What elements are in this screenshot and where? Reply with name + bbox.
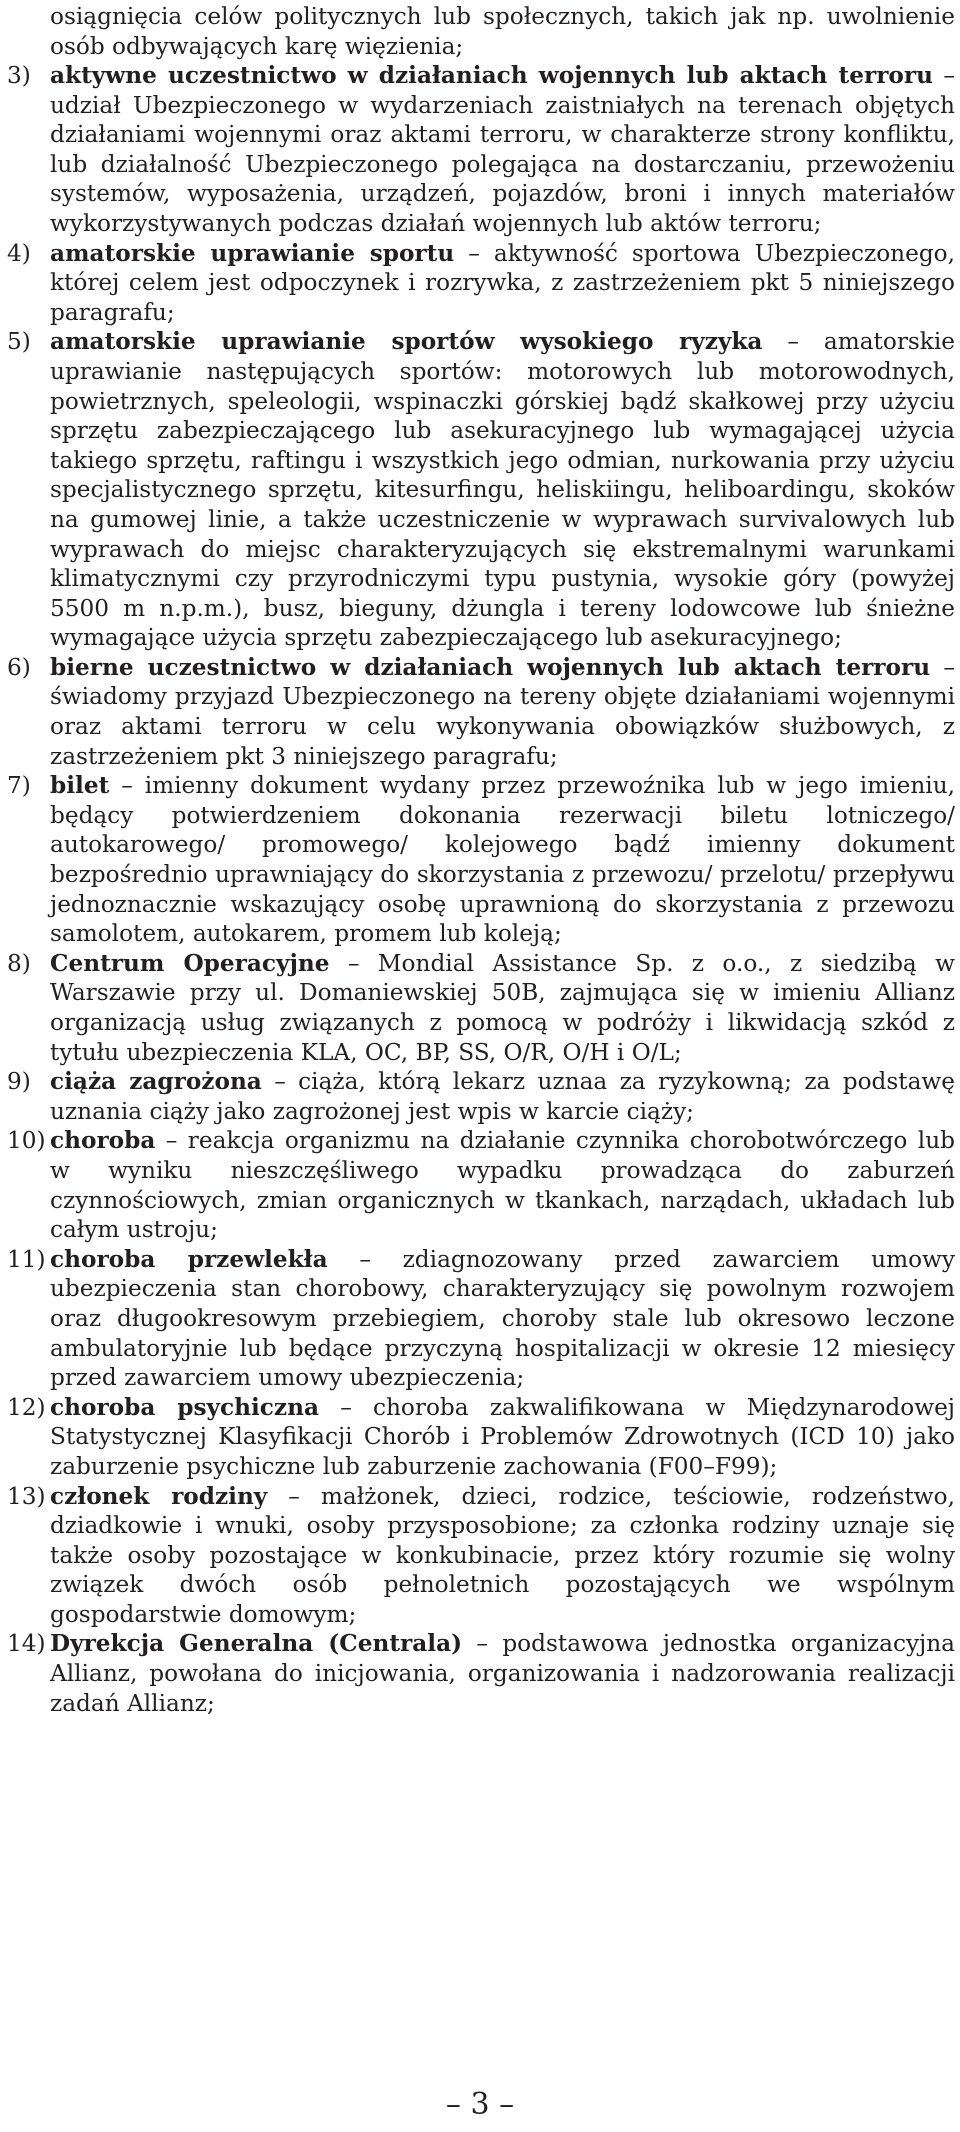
definition-text: – udział Ubezpieczonego w wydarzeniach zaistniałych na terenach objętych działaniami wojennymi oraz aktami terroru, w charakterze strony konfliktu, lub działalność Ubezpieczonego polegająca na dostarczaniu, przewożeniu systemów, wyposażenia, urządzeń, pojazdów, broni i innych materiałów wykorzystywanych podczas działań wojennych lub aktów terroru; [50,62,955,237]
definition-text: – imienny dokument wydany przez przewoźnika lub w jego imieniu, będący potwierdzeniem dokonania rezerwacji biletu lotniczego/ autokarowego/ promowego/ kolejowego bądź imienny dokument bezpośrednio uprawniający do skorzystania z przewozu/ przelotu/ przepływu jednoznacznie wskazujący osobę uprawnioną do skorzystania z przewozu samolotem, autokarem, promem lub koleją; [50,772,955,948]
definition-number: 8) [7,949,31,977]
definition-number: 6) [7,653,31,681]
definition-text: – reakcja organizmu na działanie czynnika chorobotwórczego lub w wyniku nieszczęśliwego wypadku prowadząca do zaburzeń czynnościowych, zmian organicznych w tkankach, narządach, układach lub całym ustroju; [50,1127,955,1244]
definition-term: bierne uczestnictwo w działaniach wojennych lub aktach terroru [50,653,931,681]
definition-term: Centrum Operacyjne [50,949,330,977]
definition-number: 10) [7,1127,46,1155]
definition-number: 12) [7,1393,46,1421]
definition-text: – aktywność sportowa Ubezpieczonego, której celem jest odpoczynek i rozrywka, z zastrzeżeniem pkt 5 niniejszego paragrafu; [50,239,955,326]
definition-text: – Mondial Assistance Sp. z o.o., z siedzibą w Warszawie przy ul. Domaniewskiej 50B, zajmująca się w imieniu Allianz organizacją usług związanych z pomocą w podróży i likwidacją szkód z tytułu ubezpieczenia KLA, OC, BP, SS, O/R, O/H i O/L; [50,949,955,1066]
definition-item [0,653,955,771]
definition-term: ciąża zagrożona [50,1068,262,1096]
definition-item [0,1126,955,1244]
definition-term: Dyrekcja Generalna (Centrala) [50,1630,463,1658]
definition-text: – amatorskie uprawianie następujących sportów: motorowych lub motorowodnych, powietrznych, speleologii, wspinaczki górskiej bądź skałkowej przy użyciu sprzętu zabezpieczającego lub asekuracyjnego lub wymagającej użycia takiego sprzętu, raftingu i wszystkich jego odmian, nurkowania przy użyciu specjalistycznego sprzętu, kitesurfingu, heliskiingu, heliboardingu, skoków na gumowej linie, a także uczestniczenie w wyprawach survivalowych lub wyprawach do miejsc charakteryzujących się ekstremalnymi warunkami klimatycznymi czy przyrodniczymi typu pustynia, wysokie góry (powyżej 5500 m n.p.m.), busz, bieguny, dżungla i tereny lodowcowe lub śnieżne wymagające użycia sprzętu zabezpieczającego lub asekuracyjnego; [50,328,955,652]
definition-item [0,1482,955,1630]
definition-text: – ciąża, którą lekarz uznaa za ryzykowną; za podstawę uznania ciąży jako zagrożonej jest wpis w karcie ciąży; [50,1068,955,1125]
definitions-list [0,61,955,1718]
definition-number: 14) [7,1630,46,1658]
definition-item [0,1245,955,1393]
definition-number: 9) [7,1068,31,1096]
definition-item [0,949,955,1067]
definition-term: amatorskie uprawianie sportów wysokiego ryzyka [50,328,763,356]
definition-item [0,1067,955,1126]
page-number: – 3 – [445,2087,515,2122]
definition-term: choroba psychiczna [50,1393,319,1421]
continued-paragraph: osiągnięcia celów politycznych lub społecznych, takich jak np. uwolnienie osób odbywających karę więzienia; [50,3,955,60]
definition-item [0,1629,955,1718]
definition-number: 7) [7,772,31,800]
definition-number: 5) [7,328,31,356]
definition-text: – zdiagnozowany przed zawarciem umowy ubezpieczenia stan chorobowy, charakteryzujący się powolnym rozwojem oraz długookresowym przebiegiem, choroby stale lub okresowo leczone ambulatoryjnie lub będące przyczyną hospitalizacji w okresie 12 miesięcy przed zawarciem umowy ubezpieczenia; [50,1245,956,1392]
definition-term: amatorskie uprawianie sportu [50,239,455,267]
definition-item [0,239,955,328]
definition-term: aktywne uczestnictwo w działaniach wojennych lub aktach terroru [50,62,933,89]
definition-item [0,61,955,239]
definition-item [0,771,955,949]
definition-text: – świadomy przyjazd Ubezpieczonego na tereny objęte działaniami wojennymi oraz aktami terroru w celu wykonywania obowiązków służbowych, z zastrzeżeniem pkt 3 niniejszego paragrafu; [50,653,956,770]
definition-term: bilet [50,772,110,800]
definition-term: choroba [50,1127,156,1155]
definition-number: 4) [7,239,31,267]
definition-text: – choroba zakwalifikowana w Międzynarodowej Statystycznej Klasyfikacji Chorób i Problemów Zdrowotnych (ICD 10) jako zaburzenie psychiczne lub zaburzenie zachowania (F00–F99); [50,1393,955,1480]
definition-text: – podstawowa jednostka organizacyjna Allianz, powołana do inicjowania, organizowania i nadzorowania realizacji zadań Allianz; [50,1630,956,1717]
definition-number: 3) [7,62,31,89]
definition-text: – małżonek, dzieci, rodzice, teściowie, rodzeństwo, dziadkowie i wnuki, osoby przysposobione; za członka rodziny uznaje się także osoby pozostające w konkubinacie, przez który rozumie się wolny związek dwóch osób pełnoletnich pozostających we wspólnym gospodarstwie domowym; [50,1482,955,1628]
definition-number: 13) [7,1482,46,1510]
definition-item [0,1393,955,1482]
definition-number: 11) [7,1245,46,1273]
definition-term: członek rodziny [50,1482,268,1510]
definition-term: choroba przewlekła [50,1245,328,1273]
definition-item [0,327,955,653]
